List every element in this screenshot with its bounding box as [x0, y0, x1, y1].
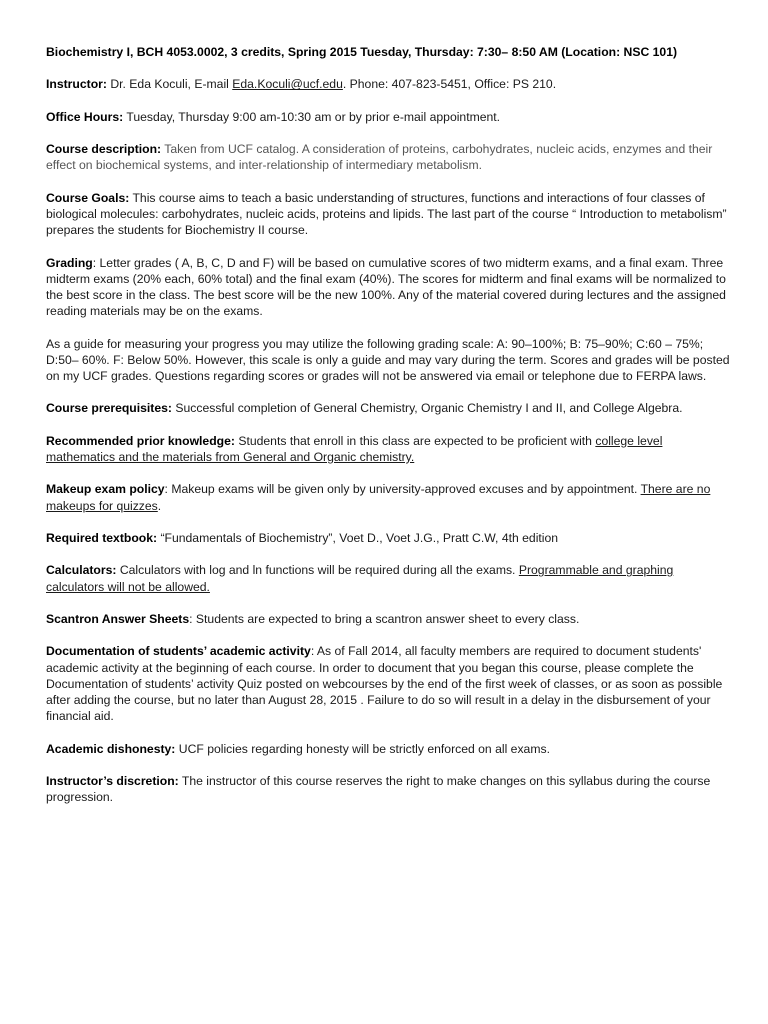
prerequisites-label: Course prerequisites:	[46, 401, 172, 416]
course-goals-label: Course Goals:	[46, 190, 130, 205]
makeup-section	[46, 481, 730, 513]
course-goals-section	[46, 190, 730, 239]
documentation-label: Documentation of students’ academic activity	[46, 644, 311, 659]
scantron-label: Scantron Answer Sheets	[46, 611, 190, 626]
course-description-label: Course description:	[46, 142, 162, 157]
makeup-label: Makeup exam policy	[46, 482, 165, 497]
instructor-contact: . Phone: 407-823-5451, Office: PS 210.	[342, 77, 557, 92]
office-hours-label: Office Hours:	[46, 109, 124, 124]
scantron-section	[46, 611, 730, 627]
prior-knowledge-text: Students that enroll in this class are expected to be proficient with	[234, 433, 596, 448]
grading-section	[46, 255, 730, 320]
office-hours-section	[46, 109, 730, 125]
textbook-label: Required textbook:	[46, 530, 158, 545]
grading-scale-section: As a guide for measuring your progress you may utilize the following grading scale: A: 90–100%; B: 75–90%; C:60 – 75%; D:50– 60%. F: Below 50%. However, this scale is only a guide and may vary during the term. Scores and grades will be posted on my UCF grades. Questions regarding scores or grades will not be answered via email or telephone due to FERPA laws.	[46, 336, 730, 383]
course-goals-text: This course aims to teach a basic understanding of structures, functions and interactions of four classes of biological molecules: carbohydrates, nucleic acids, proteins and lipids. The last part of the course “ Introduction to metabolism” prepares the students for Biochemistry II course.	[46, 190, 727, 238]
instructor-name: Dr. Eda Koculi, E-mail	[106, 77, 233, 92]
discretion-section	[46, 773, 730, 805]
textbook-section	[46, 530, 730, 546]
calculators-label: Calculators:	[46, 563, 117, 578]
makeup-text: : Makeup exams will be given only by university-approved excuses and by appointment.	[164, 482, 641, 497]
instructor-section	[46, 76, 730, 92]
document-title: Biochemistry I, BCH 4053.0002, 3 credits, Spring 2015 Tuesday, Thursday: 7:30– 8:50 AM (Location: NSC 101)	[46, 45, 678, 59]
dishonesty-section	[46, 741, 730, 757]
makeup-underlined: There are no makeups for quizzes	[46, 482, 711, 513]
calculators-text: Calculators with log and ln functions will be required during all the exams.	[116, 563, 519, 578]
syllabus-page	[46, 44, 730, 822]
documentation-text: : As of Fall 2014, all faculty members are required to document students' academic activity at the beginning of each course. In order to document that you began this course, please complete the Documentation of students’ activity Quiz posted on webcourses by the end of the first week of classes, or as soon as possible after adding the course, but no later than August 28, 2015 . Failure to do so will result in a delay in the disbursement of your financial aid.	[46, 644, 723, 724]
prerequisites-text: Successful completion of General Chemistry, Organic Chemistry I and II, and College Algebra.	[171, 401, 683, 416]
dishonesty-label: Academic dishonesty:	[46, 741, 176, 756]
prerequisites-section	[46, 400, 730, 416]
course-description-text: Taken from UCF catalog. A consideration of proteins, carbohydrates, nucleic acids, enzymes and their effect on biochemical systems, and inter-relationship of intermediary metabolism.	[46, 142, 713, 173]
course-description-section	[46, 141, 730, 173]
prior-knowledge-section	[46, 433, 730, 465]
scantron-text: : Students are expected to bring a scantron answer sheet to every class.	[189, 611, 580, 626]
textbook-text: “Fundamentals of Biochemistry”, Voet D., Voet J.G., Pratt C.W, 4th edition	[157, 530, 559, 545]
prior-knowledge-label: Recommended prior knowledge:	[46, 433, 235, 448]
discretion-text: The instructor of this course reserves the right to make changes on this syllabus during the course progression.	[46, 773, 711, 805]
dishonesty-text: UCF policies regarding honesty will be strictly enforced on all exams.	[175, 741, 550, 756]
documentation-section	[46, 643, 730, 724]
office-hours-text: Tuesday, Thursday 9:00 am-10:30 am or by prior e-mail appointment.	[123, 109, 501, 124]
prior-knowledge-underlined: college level mathematics and the materials from General and Organic chemistry.	[46, 433, 663, 464]
grading-label: Grading	[46, 255, 93, 270]
calculators-underlined: Programmable and graphing calculators will not be allowed.	[46, 563, 674, 594]
makeup-end: .	[157, 498, 162, 513]
discretion-label: Instructor’s discretion:	[46, 773, 179, 788]
calculators-section	[46, 562, 730, 594]
grading-text: : Letter grades ( A, B, C, D and F) will be based on cumulative scores of two midterm exams, and a final exam. Three midterm exams (20% each, 60% total) and the final exam (40%). The scores for midterm and final exams will be normalized to the best score in the class. The best score will be the new 100%. Any of the material covered during lectures and the assigned reading materials may be on the exams.	[46, 255, 726, 319]
instructor-label: Instructor:	[46, 77, 107, 92]
instructor-email-link[interactable]: Eda.Koculi@ucf.edu	[232, 77, 343, 92]
